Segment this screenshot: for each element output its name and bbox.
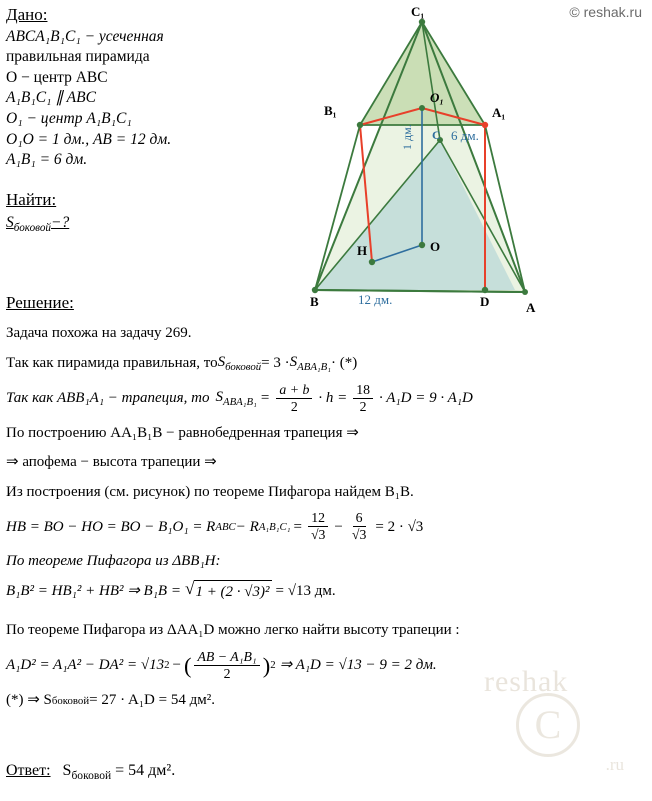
solution-line-3 [6,382,646,415]
label-h: H [357,243,368,258]
point-o [419,242,425,248]
r-a1b1c1-subscript: A₁B₁C₁ [258,520,291,533]
label-top-edge: 6 дм. [451,128,479,143]
s-aba1b1-symbol [290,351,331,375]
solution-line-9-prefix: B₁B² = HB₁² + HB² ⇒ B₁B = [6,583,181,600]
fraction-ab-minus-a1b1-over-2 [194,649,259,682]
s-symbol: S [217,354,226,370]
s-symbol-3: S [215,389,223,406]
s-aba1b1-symbol-2 [215,386,256,410]
minus-sign-1: − [334,518,343,535]
point-b1 [357,122,363,128]
answer-s-symbol: S [62,762,72,779]
solution-line-11-tail: ⇒ A₁D = √13 − 9 = 2 дм. [279,657,437,674]
answer-s-subscript: боковой [71,770,112,783]
solution-line-6 [6,481,646,504]
s-subscript: боковой [225,361,262,373]
point-o1 [419,105,425,111]
fraction-numerator-4: 6 [353,510,366,527]
s-subscript-3: ABA₁B₁ [222,396,257,409]
answer-label: Ответ: [6,762,51,779]
r-abc-subscript: ABC [215,520,236,533]
find-block [6,188,69,237]
solution-line-11 [6,649,646,683]
solution-line-7-prefix: HB = BO − HO = BO − B₁O₁ = R [6,518,216,535]
fraction-numerator-5: AB − A₁B₁ [194,649,259,666]
sqrt-symbol-1: √ [184,578,195,598]
fraction-numerator-2: 18 [353,382,373,399]
answer-value: = 54 дм². [111,762,176,779]
watermark-copyright-circle: C [516,693,580,757]
solution-line-2-prefix: Так как пирамида правильная, то [6,354,218,371]
fraction-18-over-2 [353,382,373,415]
exponent-2: 2 [270,659,276,672]
fraction-a-plus-b-over-2 [276,382,312,415]
s-symbol-2: S [289,354,298,370]
s-subscript-4: боковой [51,694,90,707]
label-o1: O₁ [430,90,444,105]
s-subscript-2: ABA₁B₁ [297,361,332,373]
solution-line-1-text: Задача похожа на задачу 269. [6,324,192,341]
solution-line-10-text: По теореме Пифагора из ΔAA₁D можно легко найти высоту трапеции : [6,622,460,639]
fraction-denominator-5: 2 [223,666,231,681]
given-line-6: O₁O = 1 дм., AB = 12 дм. [6,130,172,148]
answer-expression [62,762,176,783]
given-line-7: A₁B₁ = 6 дм. [6,151,88,169]
solution-line-12-tail: = 27 · A₁D = 54 дм². [89,692,215,709]
equals-sign-1: = [260,390,270,407]
label-o: O [430,239,441,254]
equals-sign-2: = [293,518,302,535]
paren-open: ( [183,652,192,678]
label-b: B [310,294,319,309]
solution-line-2-mid: = 3 · [261,354,290,371]
label-d: D [480,294,490,309]
solution-line-4-text: По построению AA₁B₁B − равнобедренная трапеция ⇒ [6,424,359,441]
solution-line-5 [6,451,646,474]
solution-block [6,290,646,719]
s-lateral-symbol [218,351,262,375]
geometry-figure [300,0,652,320]
fraction-6-over-sqrt3 [349,510,369,543]
given-line-2: правильная пирамида [6,48,150,66]
given-line-1: ABCA₁B₁C₁ − усеченная [6,27,164,45]
sqrt-expression-1 [185,580,272,604]
point-a1 [482,122,488,128]
solution-line-3-prefix: Так как ABB₁A₁ − трапеция, то [6,390,210,407]
solution-line-6-text: Из построения (см. рисунок) по теореме Пифагора найдем B₁B. [6,483,414,500]
truncated-pyramid-svg [300,0,652,320]
solution-line-7-tail: = 2 · √3 [375,518,424,535]
solution-line-8 [6,550,646,573]
label-height: 1 дм. [400,124,414,150]
given-line-5: O₁ − центр A₁B₁C₁ [6,110,132,128]
fraction-numerator-1: a + b [276,382,312,399]
label-c: C [432,128,441,142]
given-heading: Дано: [6,5,48,24]
solution-line-8-text: По теореме Пифагора из ΔBB₁H: [6,553,221,570]
solution-line-2-suffix: · (*) [331,354,358,371]
given-line-3: О − центр ABC [6,68,108,86]
watermark-top-right: © reshak.ru [569,4,642,20]
solution-line-1 [6,322,646,345]
label-bottom-edge: 12 дм. [358,292,393,307]
fraction-denominator-4: √3 [351,527,367,543]
sqrt-body-1: 1 + (2 · √3)² [194,580,271,604]
solution-line-3-mid: · h = [318,390,348,407]
watermark-large-text: reshak [484,665,569,698]
label-c1: C₁ [411,4,425,19]
minus-sign-2: − [172,657,181,674]
point-h [369,259,375,265]
solution-line-4 [6,422,646,445]
given-block [6,4,306,171]
solution-line-5-text: ⇒ апофема − высота трапеции ⇒ [6,454,217,471]
solution-line-10 [6,619,646,642]
fraction-denominator-1: 2 [290,399,298,415]
solution-line-9-tail: = √13 дм. [275,583,336,600]
solution-line-12 [6,689,646,712]
label-a: A [526,300,536,315]
given-line-4: A₁B₁C₁ ∥ ABC [6,89,96,107]
exponent-1: 2 [164,659,170,672]
paren-close: ) [262,652,271,678]
find-heading: Найти: [6,190,57,209]
solution-line-11-prefix: A₁D² = A₁A² − DA² = √13 [6,657,165,674]
find-expression: $S_{боковой}-$? [6,213,70,234]
fraction-denominator-3: √3 [310,527,326,543]
watermark-large-tld: .ru [605,755,624,774]
fraction-numerator-3: 12 [308,510,328,527]
fraction-12-over-sqrt3 [308,510,328,543]
solution-line-9 [6,580,646,604]
label-b1: B₁ [324,103,337,118]
solution-line-7 [6,510,646,543]
solution-heading: Решение: [6,293,74,312]
solution-line-3-tail: · A₁D = 9 · A₁D [379,390,473,407]
solution-line-12-prefix: (*) ⇒ S [6,692,52,709]
solution-line-7-mid: − R [235,518,259,535]
answer-block [6,762,175,782]
solution-line-2 [6,351,646,375]
fraction-denominator-2: 2 [359,399,367,415]
label-a1: A₁ [492,105,506,120]
